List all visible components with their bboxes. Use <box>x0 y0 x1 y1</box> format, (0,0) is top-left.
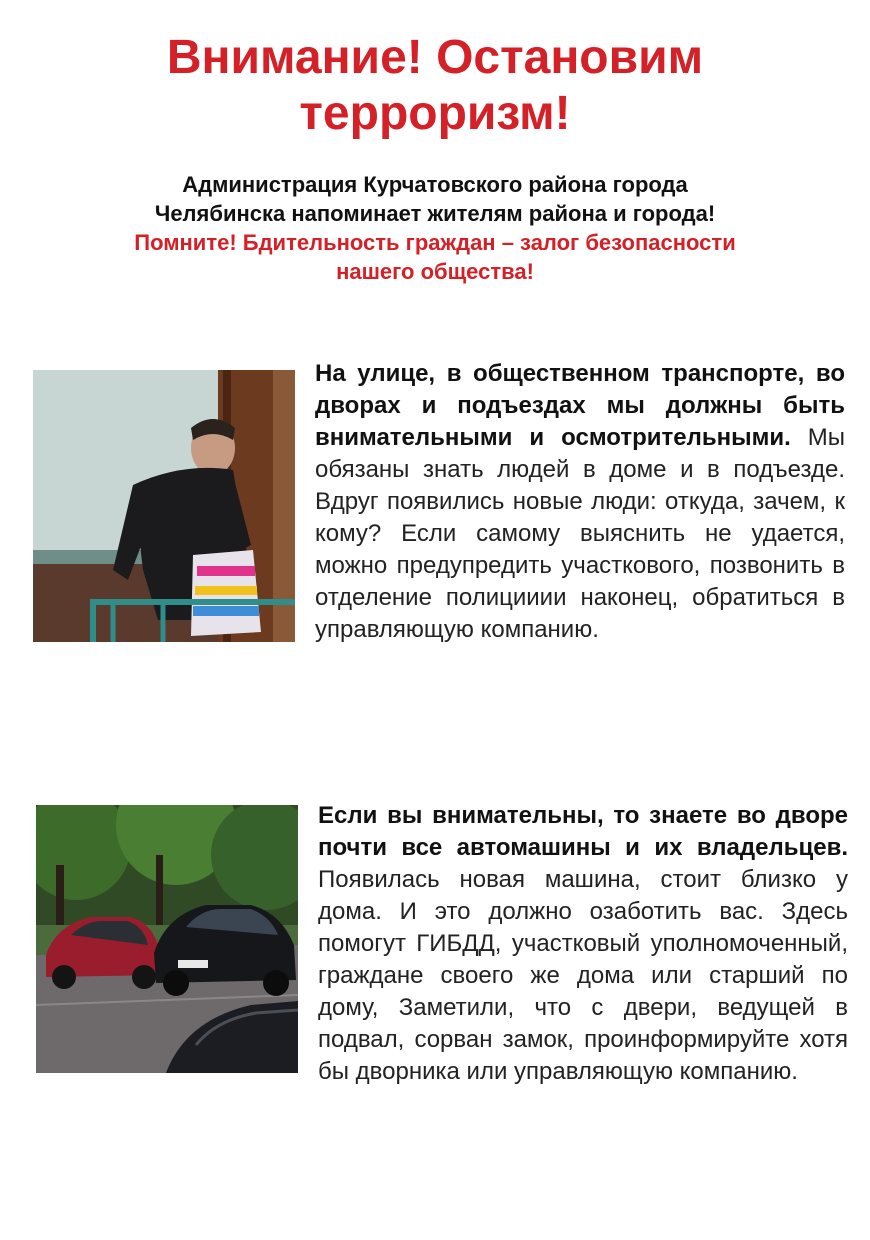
stairwell-photo <box>33 370 295 642</box>
intro-line-3: Помните! Бдительность граждан – залог безопасности <box>134 230 736 255</box>
title-line-2: терроризм! <box>299 87 571 140</box>
intro-line-4: нашего общества! <box>336 259 534 284</box>
parked-cars-photo <box>36 805 298 1073</box>
section1-text: Мы обязаны знать людей в доме и в подъезде. Вдруг появились новые люди: откуда, зачем, к кому? Если самому выяснить не удается, можно предупредить участкового, позвонить в отделение полицииии наконец, обратиться в управляющую компанию. <box>315 424 845 643</box>
intro-text <box>20 170 850 286</box>
title-line-1: Внимание! Остановим <box>166 31 704 84</box>
page-title <box>0 30 870 142</box>
section-vigilance-cars <box>318 800 848 1088</box>
section1-bold: На улице, в общественном транспорте, во дворах и подъездах мы должны быть внимательными и осмотрительными. <box>315 360 845 451</box>
section2-text: Появилась новая машина, стоит близко у дома. И это должно озаботить вас. Здесь помогут ГИБДД, участковый уполномоченный, граждане своего же дома или старший по дому, Заметили, что с двери, ведущей в подвал, сорван замок, проинформируйте хотя бы дворника или управляющую компанию. <box>318 866 848 1085</box>
intro-line-2: Челябинска напоминает жителям района и города! <box>154 201 716 226</box>
section2-bold: Если вы внимательны, то знаете во дворе почти все автомашины и их владельцев. <box>318 802 848 861</box>
section-vigilance-public <box>315 358 845 646</box>
intro-line-1: Администрация Курчатовского района города <box>182 172 688 197</box>
